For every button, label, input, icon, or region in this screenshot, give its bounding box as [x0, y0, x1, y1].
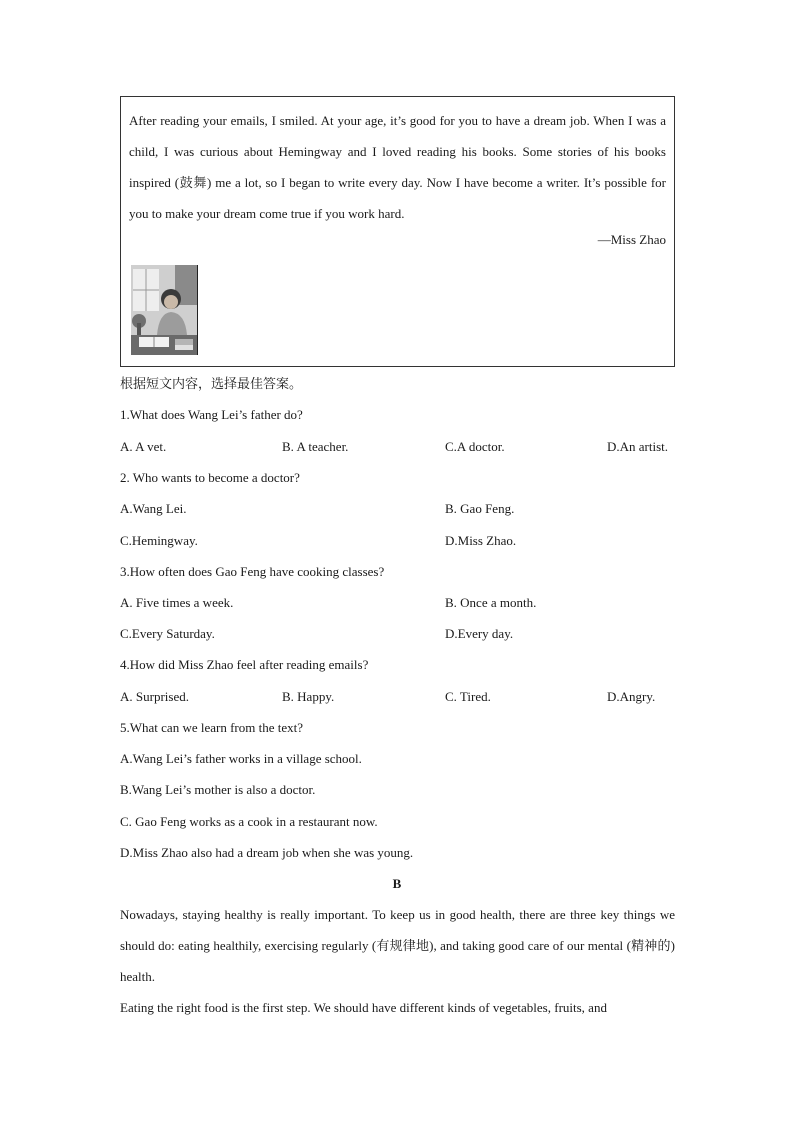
letter-body: After reading your emails, I smiled. At your age, it’s good for you to have a dream job. When I was a child, I was curious about Hemingway and I loved reading his books. Some stories of his books inspired (鼓舞) me a lot, so I began to write every day. Now I have become a writer. It’s possible for you to make your dream come true if you work hard. — [129, 113, 666, 221]
q5-option-b: B.Wang Lei’s mother is also a doctor. — [120, 782, 316, 797]
q3-option-d: D.Every day. — [445, 626, 514, 641]
section-b-heading: B — [392, 876, 402, 891]
q3-option-c: C.Every Saturday. — [120, 626, 215, 641]
question-3: 3.How often does Gao Feng have cooking classes? — [120, 564, 385, 579]
q2-option-d: D.Miss Zhao. — [445, 533, 517, 548]
q2-option-a: A.Wang Lei. — [120, 501, 187, 516]
q4-option-a: A. Surprised. — [120, 689, 189, 704]
question-2: 2. Who wants to become a doctor? — [120, 470, 300, 485]
q1-option-a: A. A vet. — [120, 439, 167, 454]
q4-option-c: C. Tired. — [445, 689, 491, 704]
q5-option-d: D.Miss Zhao also had a dream job when she was young. — [120, 845, 414, 860]
woman-writing-photo — [131, 265, 198, 355]
section-b-paragraph-1: Nowadays, staying healthy is really important. To keep us in good health, there are three key things we should do: eating healthily, exercising regularly (有规律地), and taking good care of our mental (精神的) health. — [120, 907, 675, 984]
q2-option-b: B. Gao Feng. — [445, 501, 515, 516]
q1-option-b: B. A teacher. — [282, 439, 349, 454]
q1-option-d: D.An artist. — [607, 439, 669, 454]
q4-option-b: B. Happy. — [282, 689, 335, 704]
question-5: 5.What can we learn from the text? — [120, 720, 303, 735]
section-b-paragraph-2: Eating the right food is the first step. We should have different kinds of vegetables, fruits, and — [120, 1000, 607, 1015]
question-1: 1.What does Wang Lei’s father do? — [120, 407, 303, 422]
q2-option-c: C.Hemingway. — [120, 533, 198, 548]
q3-option-b: B. Once a month. — [445, 595, 537, 610]
letter-box — [120, 96, 675, 367]
q5-option-a: A.Wang Lei’s father works in a village school. — [120, 751, 362, 766]
q4-option-d: D.Angry. — [607, 689, 656, 704]
instruction: 根据短文内容，选择最佳答案。 — [120, 376, 303, 391]
letter-signature: —Miss Zhao — [597, 232, 666, 247]
q3-option-a: A. Five times a week. — [120, 595, 234, 610]
q1-option-c: C.A doctor. — [445, 439, 505, 454]
question-4: 4.How did Miss Zhao feel after reading emails? — [120, 657, 369, 672]
q5-option-c: C. Gao Feng works as a cook in a restaurant now. — [120, 814, 378, 829]
